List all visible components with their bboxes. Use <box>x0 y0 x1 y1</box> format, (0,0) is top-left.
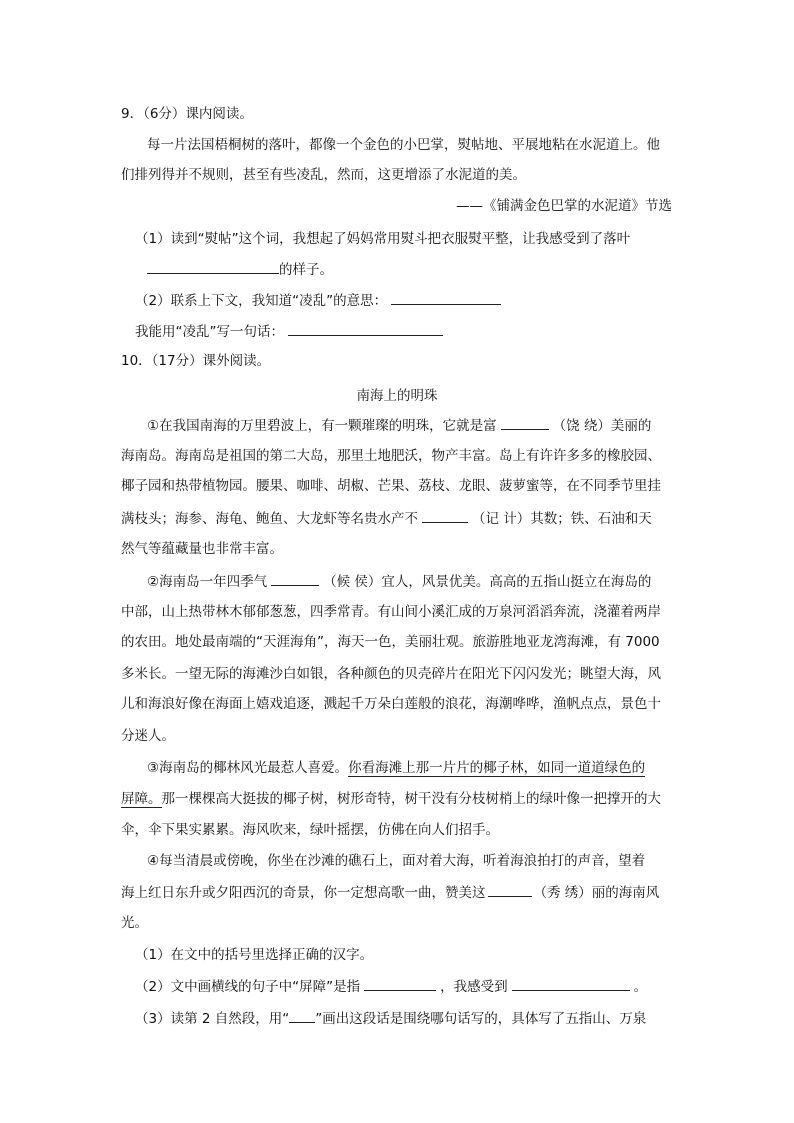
q9-passage-line: 们排列得并不规则，甚至有些凌乱，然而，这更增添了水泥道的美。 <box>121 167 526 183</box>
p4-line: 光。 <box>121 915 148 931</box>
q10-sub2-text: ，我感受到 <box>440 979 508 995</box>
q9-header: 9．（6分）课内阅读。 <box>121 106 253 122</box>
q9-sub2-text: （2）联系上下文，我知道“凌乱”的意思： <box>135 293 388 309</box>
p1-line: 然气等蕴藏量也非常丰富。 <box>121 541 283 557</box>
answer-blank[interactable] <box>422 508 468 523</box>
p4-text: 海上红日东升或夕阳西沉的奇景，你一定想高歌一曲，赞美这 <box>121 885 486 901</box>
p2-text: ②海南岛一年四季气 <box>147 574 268 590</box>
p3-line: 伞，伞下果实累累。海风吹来，绿叶摇摆，仿佛在向人们招手。 <box>121 822 499 838</box>
q9-sub1-text: （1）读到“熨帖”这个词，我想起了妈妈常用熨斗把衣服熨平整，让我感受到了落叶 <box>135 231 631 247</box>
q10-sub3-text: ”画出这段话是围绕哪句话写的，具体写了五指山、万泉 <box>315 1011 647 1027</box>
p1-line: 椰子园和热带植物园。腰果、咖啡、胡椒、芒果、荔枝、龙眼、菠萝蜜等，在不同季节里挂 <box>121 478 661 494</box>
p3-text: ③海南岛的椰林风光最惹人喜爱。 <box>147 760 349 776</box>
q10-sub2-text: 。 <box>633 979 648 995</box>
answer-blank[interactable] <box>364 976 436 991</box>
p3-line <box>121 789 661 809</box>
underlined-sentence: 屏障。 <box>121 791 162 807</box>
p4-line <box>121 882 659 903</box>
q10-sub2-text: （2）文中画横线的句子中“屏障”是指 <box>135 979 361 995</box>
q10-sub3 <box>135 1008 646 1029</box>
p2-line: 分迷人。 <box>121 728 175 744</box>
q9-passage-line: 每一片法国梧桐树的落叶，都像一个金色的小巴掌，熨帖地、平展地粘在水泥道上。他 <box>147 137 660 153</box>
q9-sub1-tail: 的样子。 <box>279 262 333 278</box>
p4-choice: （秀 绣）丽的海南风 <box>533 885 660 901</box>
q10-header: 10．（17分）课外阅读。 <box>121 353 271 369</box>
q9-sub1-line2 <box>147 259 333 280</box>
q9-source: ——《铺满金色巴掌的水泥道》节选 <box>456 198 672 214</box>
q9-sub2 <box>135 290 501 311</box>
p4-line: ④每当清晨或傍晚，你坐在沙滩的礁石上，面对着大海，听着海浪拍打的声音，望着 <box>147 853 646 869</box>
p2-line: 儿和海浪好像在海面上嬉戏追逐，溅起千万朵白莲般的浪花，海潮哗哗，渔帆点点，景色十 <box>121 696 661 712</box>
answer-blank[interactable] <box>391 290 501 305</box>
answer-blank[interactable] <box>147 259 279 274</box>
passage-title: 南海上的明珠 <box>356 388 438 404</box>
p3-text: 那一棵棵高大挺拔的椰子树，树形奇特，树干没有分枝树梢上的绿叶像一把撑开的大 <box>161 791 661 807</box>
p1-text: 满枝头；海参、海龟、鲍鱼、大龙虾等名贵水产不 <box>121 511 418 527</box>
underline-mark <box>289 1008 315 1023</box>
answer-blank[interactable] <box>288 321 443 336</box>
answer-blank[interactable] <box>488 882 532 897</box>
p2-line <box>147 571 651 592</box>
q9-sub3-text: 我能用“凌乱”写一句话： <box>135 324 284 340</box>
p1-choice: （饶 绕）美丽的 <box>552 418 652 434</box>
underlined-sentence: 你看海滩上那一片片的椰子林，如同一道道绿色的 <box>348 760 646 776</box>
p2-text: 的农田。地处最南端的“ <box>121 634 263 650</box>
q10-sub2 <box>135 976 647 997</box>
p2-choice: （候 侯）宜人，风景优美。高高的五指山挺立在海岛的 <box>323 574 652 590</box>
p2-text: ”，海天一色，美丽壮观。旅游胜地亚龙湾海滩，有 7000 <box>317 634 660 650</box>
p2-line: 中部，山上热带林木郁郁葱葱，四季常青。有山间小溪汇成的万泉河滔滔奔流，浇灌着两岸 <box>121 604 661 620</box>
p1-line <box>147 415 651 436</box>
p1-choice: （记 计）其数；铁、石油和天 <box>472 511 652 527</box>
p1-line: 海南岛。海南岛是祖国的第二大岛，那里土地肥沃，物产丰富。岛上有许许多多的橡胶园、 <box>121 448 661 464</box>
answer-blank[interactable] <box>271 571 319 586</box>
p1-line <box>121 508 652 529</box>
p2-line: 多米长。一望无际的海滩沙白如银，各种颜色的贝壳碎片在阳光下闪闪发光；眺望大海，风 <box>121 666 661 682</box>
q10-sub1: （1）在文中的括号里选择正确的汉字。 <box>135 947 374 963</box>
p1-text: ①在我国南海的万里碧波上，有一颗璀璨的明珠，它就是富 <box>147 418 497 434</box>
p2-line <box>121 632 660 652</box>
answer-blank[interactable] <box>512 976 630 991</box>
p2-quote: 天涯海角 <box>263 634 317 650</box>
p3-line <box>147 758 645 778</box>
q10-sub3-text: （3）读第 2 自然段，用“ <box>135 1011 290 1027</box>
q9-sub3 <box>135 321 443 342</box>
answer-blank[interactable] <box>501 415 549 430</box>
